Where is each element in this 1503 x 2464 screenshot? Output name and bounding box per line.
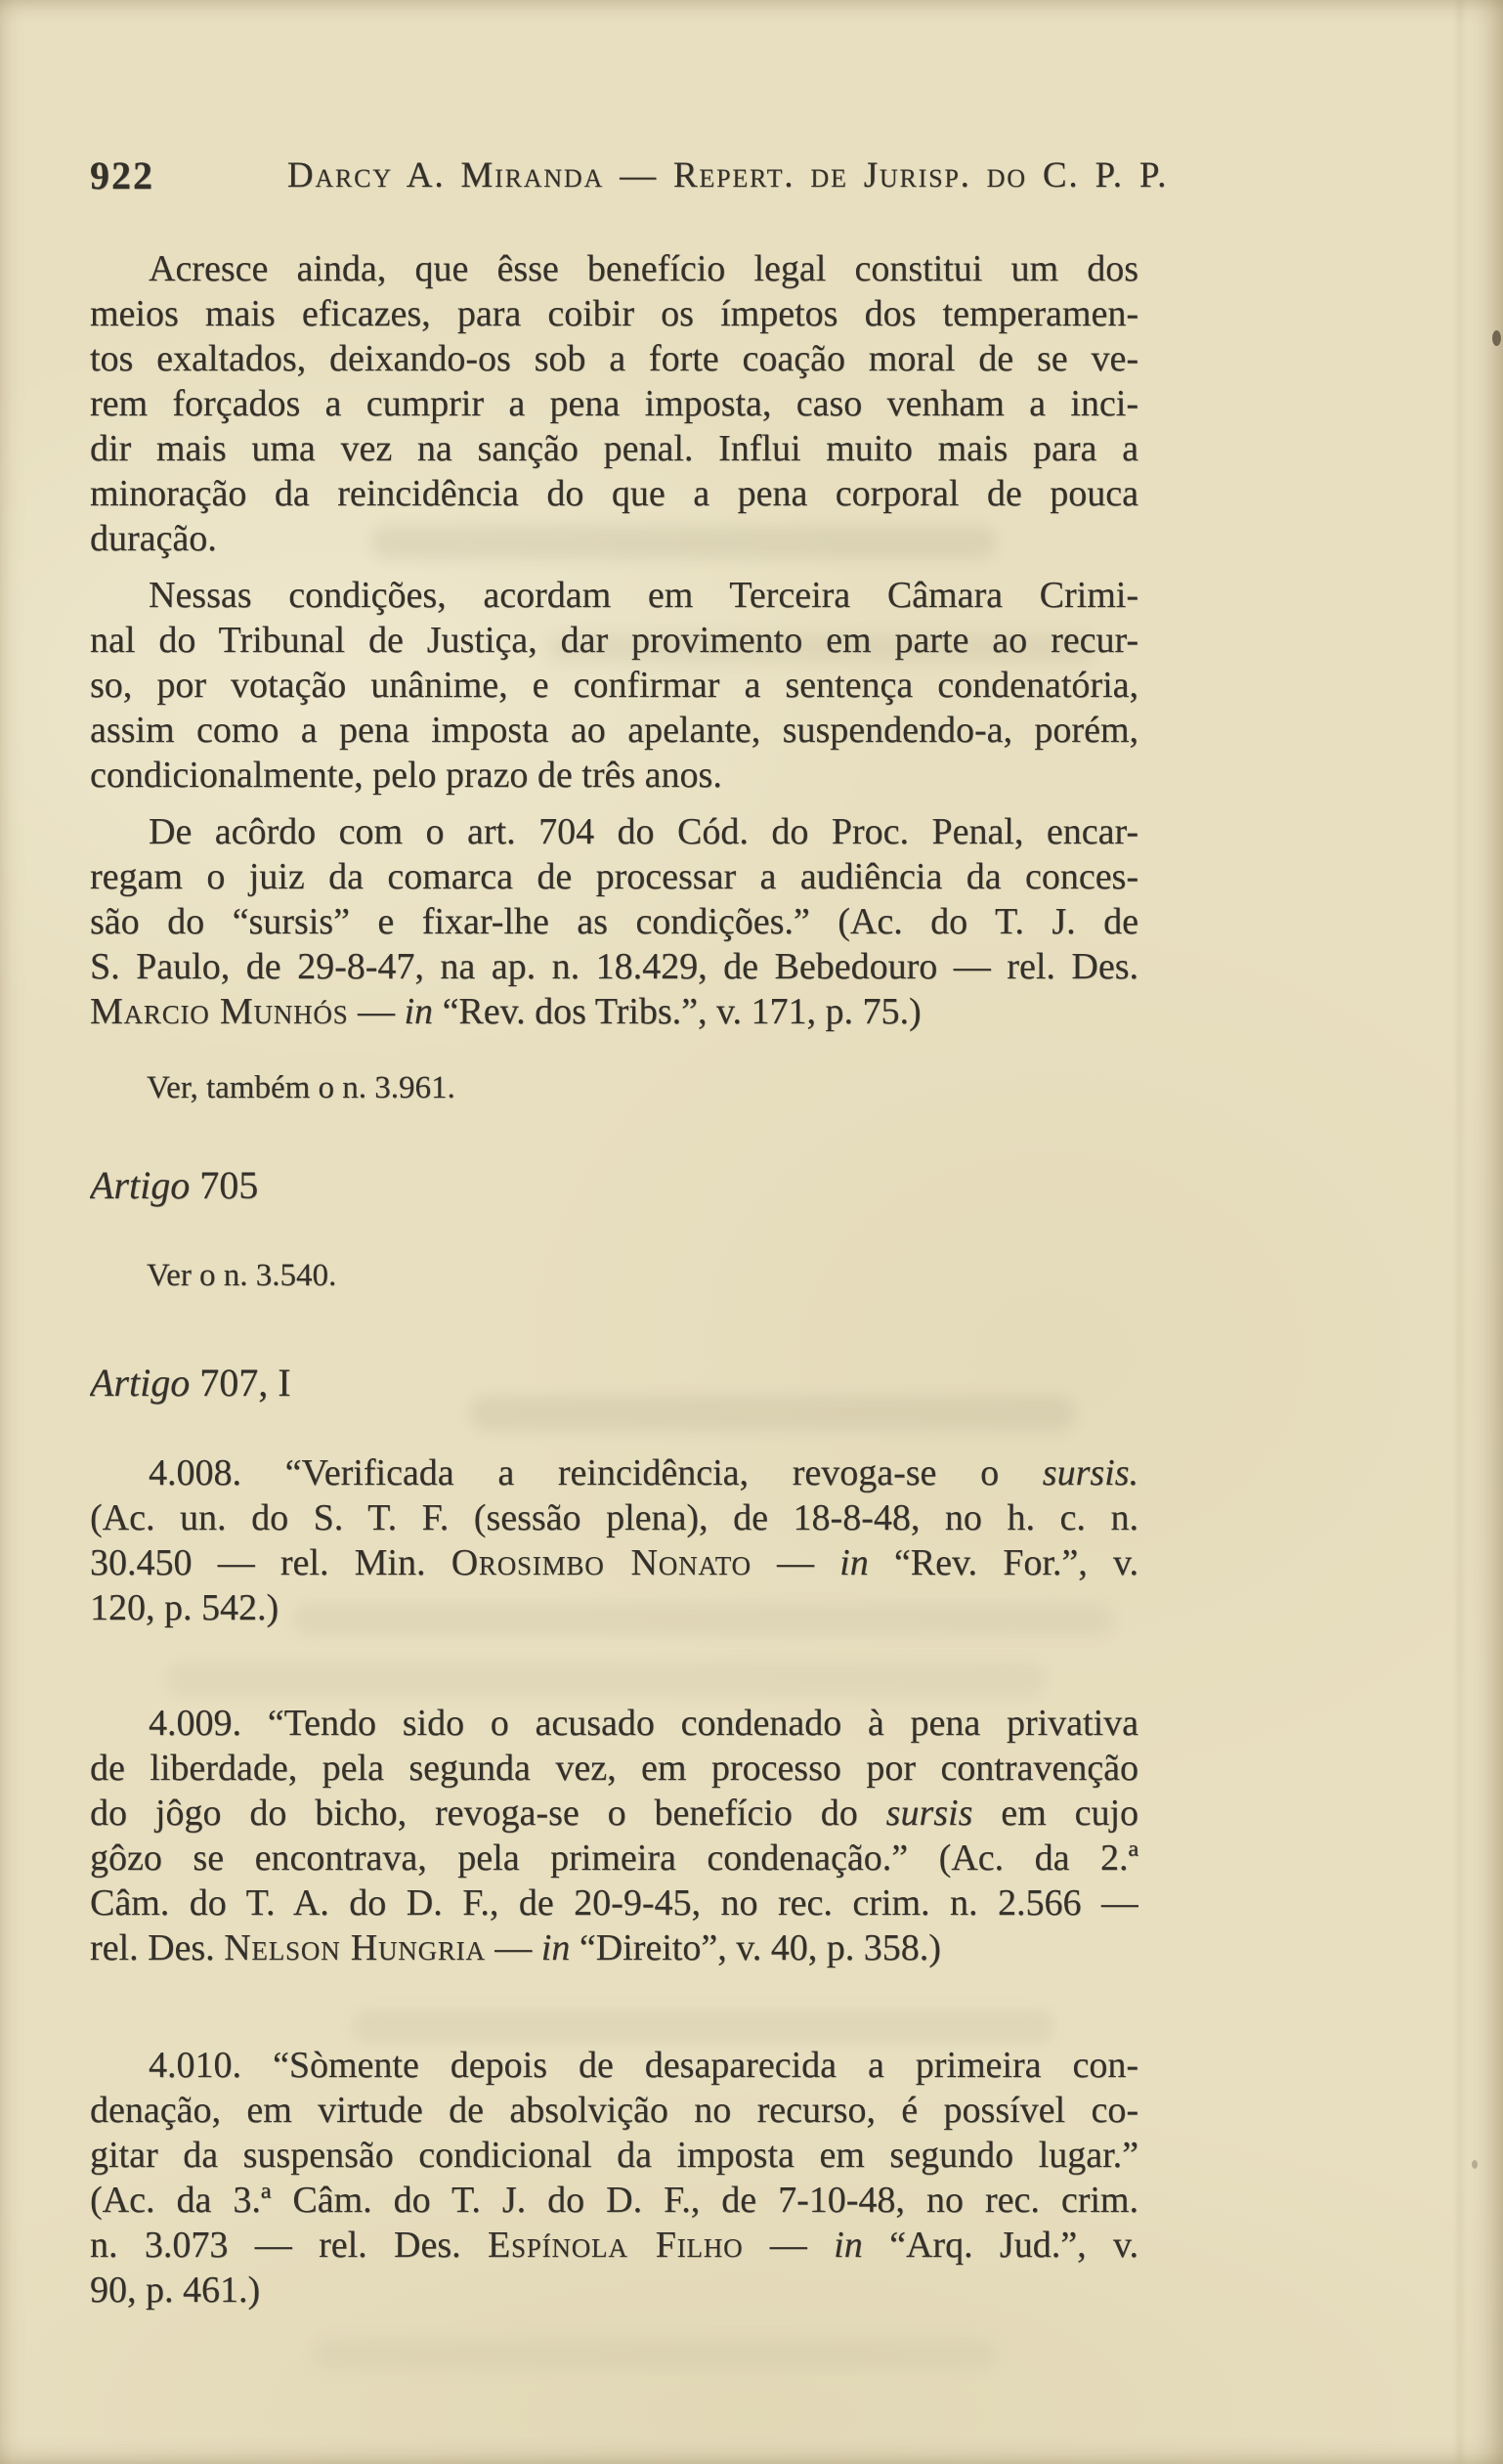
text-line xyxy=(90,989,1138,1034)
text-segment: in xyxy=(839,1542,869,1583)
text-segment: 707, I xyxy=(190,1361,291,1405)
text-segment: so, por votação unânime, e confirmar a sentença condenatória, xyxy=(90,665,1138,706)
text-segment: — xyxy=(743,2225,835,2266)
entry-4010 xyxy=(90,2043,1138,2313)
text-segment: Espínola Filho xyxy=(488,2225,744,2266)
text-line xyxy=(90,1495,1138,1540)
text-segment: Câm. do T. A. do D. F., de 20-9-45, no rec. crim. n. 2.566 — xyxy=(90,1882,1138,1924)
text-line xyxy=(90,1880,1138,1925)
artigo-705-heading xyxy=(90,1161,1138,1210)
text-segment: “Arq. Jud.”, v. xyxy=(862,2225,1138,2266)
ink-speck xyxy=(1472,2160,1478,2169)
running-title: Darcy A. Miranda — Repert. de Jurisp. do C. P. P. xyxy=(286,155,1169,195)
text-line xyxy=(90,1746,1138,1791)
text-line xyxy=(90,2178,1138,2223)
text-segment: Nessas condições, acordam em Terceira Câmara Crimi- xyxy=(149,575,1138,616)
text-segment: 4.009. “Tendo sido o acusado condenado à pena privativa xyxy=(149,1703,1138,1744)
text-segment: sursis. xyxy=(1042,1452,1138,1493)
see-also-note xyxy=(90,1065,1138,1110)
text-line xyxy=(90,2268,1138,2313)
text-segment: Ver o n. 3.540. xyxy=(147,1258,337,1293)
text-line xyxy=(90,618,1138,663)
text-segment: — xyxy=(485,1927,541,1968)
text-segment: de liberdade, pela segunda vez, em processo por contravenção xyxy=(90,1748,1138,1789)
text-segment: são do “sursis” e fixar-lhe as condições.” (Ac. do T. J. de xyxy=(90,901,1138,942)
text-line xyxy=(90,1791,1138,1836)
text-segment: Marcio Munhós xyxy=(90,991,349,1032)
text-segment: Nelson Hungria xyxy=(224,1927,486,1968)
text-segment: do jôgo do bicho, revoga-se o benefício do xyxy=(90,1793,886,1834)
text-segment: tos exaltados, deixando-os sob a forte coação moral de se ve- xyxy=(90,338,1138,379)
running-head xyxy=(90,152,1169,199)
text-segment: — xyxy=(348,991,405,1032)
text-line xyxy=(90,899,1138,944)
text-segment: minoração da reincidência do que a pena corporal de pouca xyxy=(90,473,1138,514)
text-line xyxy=(90,291,1138,336)
text-line xyxy=(90,426,1138,471)
text-line xyxy=(90,708,1138,753)
text-line xyxy=(90,753,1138,798)
text-segment: rel. Des. xyxy=(90,1927,225,1968)
text-segment: 705 xyxy=(190,1163,259,1207)
text-segment: Artigo xyxy=(90,1361,191,1405)
text-line xyxy=(90,1540,1138,1585)
text-segment: denação, em virtude de absolvição no recurso, é possível co- xyxy=(90,2090,1138,2131)
text-segment: regam o juiz da comarca de processar a audiência da conces- xyxy=(90,856,1138,897)
text-segment: gitar da suspensão condicional da imposta em segundo lugar.” xyxy=(90,2135,1138,2176)
ink-speck xyxy=(1492,330,1501,346)
artigo-707-heading xyxy=(90,1359,1138,1407)
text-line xyxy=(90,809,1138,854)
text-segment: De acôrdo com o art. 704 do Cód. do Proc. Penal, encar- xyxy=(149,811,1138,852)
text-segment: meios mais eficazes, para coibir os ímpetos dos temperamen- xyxy=(90,293,1138,334)
text-segment: 30.450 — rel. Min. xyxy=(90,1542,451,1583)
text-line xyxy=(90,1065,1138,1110)
text-line xyxy=(90,944,1138,989)
text-segment: sursis xyxy=(885,1793,973,1834)
text-segment: “Rev. For.”, v. xyxy=(868,1542,1138,1583)
acordam-paragraph xyxy=(90,573,1138,798)
text-segment: 4.010. “Sòmente depois de desaparecida a primeira con- xyxy=(149,2045,1138,2086)
text-line xyxy=(90,573,1138,618)
page-number: 922 xyxy=(90,153,154,197)
text-segment: 120, p. 542.) xyxy=(90,1587,279,1628)
page-body xyxy=(90,246,1138,2313)
text-line xyxy=(90,1359,1138,1407)
text-line xyxy=(90,1585,1138,1630)
text-segment: “Rev. dos Tribs.”, v. 171, p. 75.) xyxy=(433,991,922,1032)
text-segment: S. Paulo, de 29-8-47, na ap. n. 18.429, de Bebedouro — rel. Des. xyxy=(90,946,1138,987)
text-segment: dir mais uma vez na sanção penal. Influi muito mais para a xyxy=(90,428,1138,469)
entry-4008 xyxy=(90,1450,1138,1630)
text-segment: (Ac. da 3.ª Câm. do T. J. do D. F., de 7-10-48, no rec. crim. xyxy=(90,2180,1138,2221)
text-segment: gôzo se encontrava, pela primeira condenação.” (Ac. da 2.ª xyxy=(90,1837,1138,1879)
text-line xyxy=(90,336,1138,381)
intro-paragraph xyxy=(90,246,1138,561)
text-segment: — xyxy=(751,1542,840,1583)
text-line xyxy=(90,854,1138,899)
show-through-smudge xyxy=(313,2338,997,2371)
text-segment: assim como a pena imposta ao apelante, suspendendo-a, porém, xyxy=(90,710,1138,751)
text-segment: 4.008. “Verificada a reincidência, revoga-se o xyxy=(149,1452,1043,1493)
text-segment: Orosimbo Nonato xyxy=(451,1542,752,1583)
text-line xyxy=(90,381,1138,426)
see-note-3540 xyxy=(90,1253,1138,1298)
text-line xyxy=(90,2133,1138,2178)
text-line xyxy=(90,2223,1138,2268)
text-segment: Acresce ainda, que êsse benefício legal constitui um dos xyxy=(149,248,1138,289)
text-segment: in xyxy=(834,2225,863,2266)
text-segment: Ver, também o n. 3.961. xyxy=(147,1070,455,1105)
text-line xyxy=(90,1701,1138,1746)
text-line xyxy=(90,663,1138,708)
text-segment: em cujo xyxy=(972,1793,1138,1834)
text-segment: in xyxy=(540,1927,571,1968)
text-line xyxy=(90,1253,1138,1298)
text-segment: Artigo xyxy=(90,1163,191,1207)
text-segment: condicionalmente, pelo prazo de três anos. xyxy=(90,755,722,796)
citation-704-paragraph xyxy=(90,809,1138,1034)
text-segment: duração. xyxy=(90,518,217,559)
text-segment: 90, p. 461.) xyxy=(90,2269,261,2311)
entry-4009 xyxy=(90,1701,1138,1970)
text-segment: “Direito”, v. 40, p. 358.) xyxy=(570,1927,941,1968)
text-line xyxy=(90,2043,1138,2088)
text-line xyxy=(90,1450,1138,1495)
text-line xyxy=(90,246,1138,291)
text-line xyxy=(90,516,1138,561)
text-segment: nal do Tribunal de Justiça, dar provimento em parte ao recur- xyxy=(90,620,1138,661)
text-segment: (Ac. un. do S. T. F. (sessão plena), de 18-8-48, no h. c. n. xyxy=(90,1497,1138,1538)
text-segment: in xyxy=(404,991,434,1032)
text-line xyxy=(90,1161,1138,1210)
text-line xyxy=(90,1925,1138,1970)
text-segment: n. 3.073 — rel. Des. xyxy=(90,2225,489,2266)
text-segment: rem forçados a cumprir a pena imposta, caso venham a inci- xyxy=(90,383,1138,424)
page-edge-crease xyxy=(1458,0,1462,2464)
text-line xyxy=(90,471,1138,516)
text-line xyxy=(90,2088,1138,2133)
text-line xyxy=(90,1836,1138,1880)
